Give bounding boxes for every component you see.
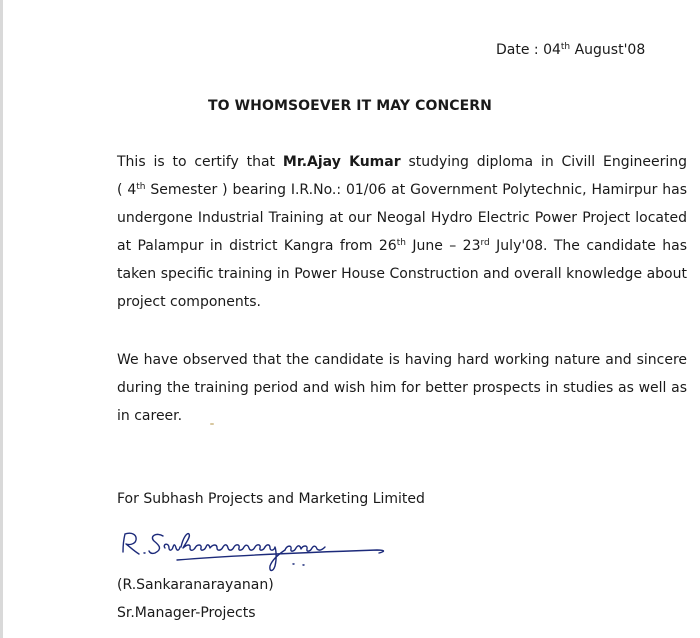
paragraph2-line3: in career. [117, 408, 183, 424]
paragraph1-line1: This is to certify that Mr.Ajay Kumar studying diploma in Civill Engineering [117, 154, 687, 170]
paper-speck [210, 423, 214, 425]
letter-date [496, 40, 676, 60]
date-superscript: th [560, 42, 571, 52]
paragraph1-line4: at Palampur in district Kangra from 26th June – 23rd July'08. The candidate has [117, 238, 687, 254]
signatory-title: Sr.Manager-Projects [117, 605, 256, 621]
handwritten-signature [117, 520, 397, 580]
paragraph2-line2: during the training period and wish him for better prospects in studies as well as [117, 380, 687, 396]
certificate-paragraph [117, 148, 687, 316]
paragraph1-line6: project components. [117, 294, 261, 310]
letter-heading: TO WHOMSOEVER IT MAY CONCERN [207, 98, 493, 114]
date-month-year: August'08 [570, 42, 646, 58]
paragraph1-line5: taken specific training in Power House Construction and overall knowledge about [117, 266, 687, 282]
date-text: Date : 04 [496, 42, 561, 58]
candidate-name: Mr.Ajay Kumar [282, 154, 401, 170]
observation-paragraph [117, 346, 687, 430]
paragraph1-line2: ( 4th Semester ) bearing I.R.No.: 01/06 at Government Polytechnic, Hamirpur has [117, 182, 687, 198]
closing-company: For Subhash Projects and Marketing Limited [117, 491, 425, 507]
signatory-name: (R.Sankaranarayanan) [117, 577, 274, 593]
paragraph2-line1: We have observed that the candidate is having hard working nature and sincere [117, 352, 687, 368]
signature-drawing [117, 520, 397, 580]
paragraph1-line3: undergone Industrial Training at our Neogal Hydro Electric Power Project located [117, 210, 687, 226]
